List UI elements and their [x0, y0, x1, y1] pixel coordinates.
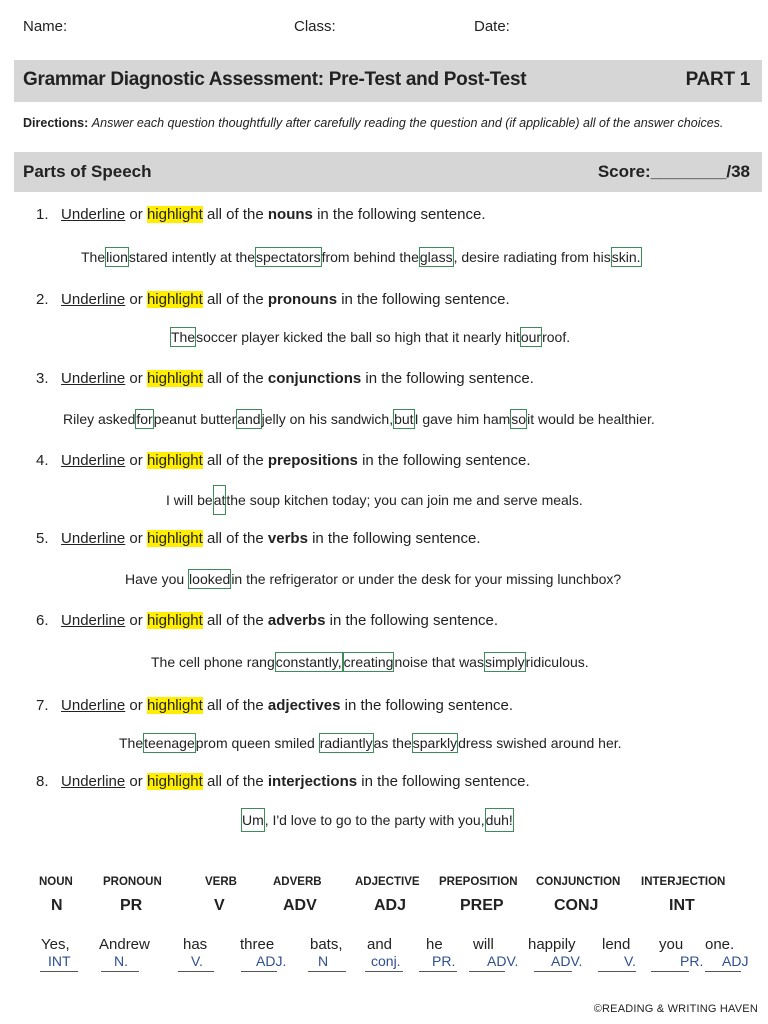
question-number: 4. — [36, 452, 49, 469]
answer-label[interactable]: N — [318, 953, 329, 969]
score-label: Score:________/38 — [597, 162, 750, 181]
or-word: or — [129, 773, 143, 790]
question-6 — [36, 612, 498, 629]
sentence-text: , I'd love to go to the party with you, — [264, 812, 485, 828]
legend-name: ADJECTIVE — [355, 876, 420, 888]
label-word: happily — [528, 936, 576, 953]
question-8 — [36, 773, 530, 790]
question-number: 7. — [36, 697, 49, 714]
answer-line — [241, 971, 277, 972]
answer-line — [365, 971, 403, 972]
label-word: will — [473, 936, 494, 953]
highlight-word: highlight — [146, 697, 203, 714]
answer-box[interactable]: our — [520, 329, 542, 345]
question-number: 3. — [36, 370, 49, 387]
legend-abbr: N — [51, 897, 63, 914]
all-of-the: all of the — [207, 530, 264, 547]
answer-label[interactable]: ADV. — [551, 953, 583, 969]
highlight-word: highlight — [146, 773, 203, 790]
sentence-text: soccer player kicked the ball so high that it nearly hit — [196, 329, 520, 345]
sentence-text: roof. — [542, 329, 571, 345]
label-word: lend — [602, 936, 631, 953]
question-target: prepositions — [267, 452, 358, 469]
question-tail: in the following sentence. — [361, 773, 530, 790]
answer-label[interactable]: INT — [48, 953, 71, 969]
legend-name: ADVERB — [273, 876, 322, 888]
question-tail: in the following sentence. — [312, 530, 481, 547]
label-word: has — [183, 936, 208, 953]
legend-abbr: ADV — [283, 897, 317, 914]
question-1 — [36, 206, 486, 223]
page-title: Grammar Diagnostic Assessment: Pre-Test and Post-Test — [23, 69, 527, 90]
answer-label[interactable]: N. — [114, 953, 128, 969]
question-number: 2. — [36, 291, 49, 308]
answer-box[interactable]: so — [511, 411, 527, 427]
highlight-word: highlight — [146, 452, 203, 469]
answer-box[interactable]: for — [136, 411, 153, 427]
answer-label[interactable]: V. — [191, 953, 203, 969]
answer-box[interactable]: simply — [484, 654, 525, 670]
all-of-the: all of the — [207, 697, 264, 714]
sentence-text: Have you — [125, 571, 185, 587]
sentence-text: , desire radiating from his — [453, 249, 611, 265]
legend-abbr: CONJ — [554, 897, 599, 914]
question-tail: in the following sentence. — [365, 370, 534, 387]
sentence-text: prom queen smiled — [195, 735, 315, 751]
question-target: nouns — [267, 206, 313, 223]
sentence-7 — [119, 735, 622, 751]
underline-word: Underline — [61, 291, 126, 308]
answer-box[interactable]: radiantly — [319, 735, 373, 751]
question-target: adjectives — [267, 697, 341, 714]
sentence-text: dress swished around her. — [458, 735, 622, 751]
answer-label[interactable]: ADJ. — [256, 953, 287, 969]
answer-box[interactable]: teenage — [144, 735, 195, 751]
credit: ©READING & WRITING HAVEN — [593, 1003, 758, 1015]
highlight-word: highlight — [146, 370, 203, 387]
sentence-text: noise that was — [394, 654, 484, 670]
sentence-text: stared intently at the — [128, 249, 255, 265]
label-word: one. — [705, 936, 735, 953]
highlight-word: highlight — [146, 612, 203, 629]
answer-box[interactable]: sparkly — [412, 735, 458, 751]
question-2 — [36, 291, 510, 308]
answer-line — [534, 971, 572, 972]
answer-box[interactable]: The — [171, 329, 196, 345]
or-word: or — [129, 206, 143, 223]
answer-label[interactable]: conj. — [371, 953, 401, 969]
label-word: and — [367, 936, 393, 953]
question-tail: in the following sentence. — [344, 697, 514, 714]
or-word: or — [129, 370, 143, 387]
sentence-5 — [125, 571, 621, 587]
question-tail: in the following sentence. — [341, 291, 510, 308]
sentence-text: peanut butter — [153, 411, 237, 427]
question-3 — [36, 370, 534, 387]
question-number: 8. — [36, 773, 49, 790]
answer-line — [705, 971, 741, 972]
sentence-3 — [63, 411, 655, 427]
question-7 — [36, 697, 513, 714]
underline-word: Underline — [61, 697, 126, 714]
label-word: he — [426, 936, 443, 953]
legend-name: VERB — [205, 876, 237, 888]
sentence-text: I will be — [166, 492, 213, 508]
sentence-text: as the — [373, 735, 412, 751]
question-tail: in the following sentence. — [317, 206, 486, 223]
sentence-text: The — [81, 249, 106, 265]
section-title: Parts of Speech — [23, 162, 152, 181]
sentence-text: Riley asked — [63, 411, 136, 427]
answer-line — [101, 971, 139, 972]
answer-box[interactable]: skin. — [611, 249, 641, 265]
highlight-word: highlight — [146, 530, 203, 547]
legend-name: INTERJECTION — [641, 876, 726, 888]
question-4 — [36, 452, 531, 469]
class-label: Class: — [294, 18, 336, 35]
all-of-the: all of the — [207, 452, 264, 469]
title-band — [14, 60, 762, 102]
underline-word: Underline — [61, 206, 126, 223]
question-5 — [36, 530, 481, 547]
sentence-2 — [170, 329, 570, 345]
answer-line — [40, 971, 78, 972]
all-of-the: all of the — [207, 773, 264, 790]
question-number: 1. — [36, 206, 49, 223]
answer-box[interactable]: and — [237, 411, 261, 427]
question-tail: in the following sentence. — [362, 452, 531, 469]
legend-abbr: INT — [669, 897, 695, 914]
highlight-word: highlight — [146, 291, 203, 308]
answer-label[interactable]: V. — [624, 953, 636, 969]
underline-word: Underline — [61, 452, 126, 469]
all-of-the: all of the — [207, 370, 264, 387]
directions-label: Directions: — [23, 116, 89, 130]
answer-label[interactable]: PR. — [432, 953, 456, 969]
sentence-text: the soup kitchen today; you can join me and serve meals. — [226, 492, 583, 508]
answer-box[interactable]: constantly, — [275, 654, 342, 670]
answer-line — [651, 971, 689, 972]
legend-abbr: PREP — [460, 897, 504, 914]
all-of-the: all of the — [207, 206, 264, 223]
directions-text: Answer each question thoughtfully after carefully reading the question and (if applicable) all of the answer choices. — [91, 116, 724, 130]
sentence-text: from behind the — [321, 249, 419, 265]
answer-line — [308, 971, 346, 972]
question-target: interjections — [267, 773, 358, 790]
question-tail: in the following sentence. — [329, 612, 499, 629]
date-label: Date: — [474, 18, 510, 35]
sentence-text: The cell phone rang — [151, 654, 275, 670]
or-word: or — [129, 612, 143, 629]
answer-box[interactable]: but — [394, 411, 414, 427]
or-word: or — [129, 291, 143, 308]
sentence-8 — [241, 812, 514, 828]
sentence-text: in the refrigerator or under the desk for your missing lunchbox? — [231, 571, 622, 587]
label-word: three — [240, 936, 275, 953]
underline-word: Underline — [61, 773, 126, 790]
underline-word: Underline — [61, 612, 126, 629]
answer-line — [419, 971, 457, 972]
question-number: 6. — [36, 612, 49, 629]
legend-abbr: V — [214, 897, 225, 914]
question-target: conjunctions — [267, 370, 362, 387]
part-label: PART 1 — [685, 69, 750, 90]
answer-box[interactable]: Um — [241, 808, 265, 832]
sentence-text: ridiculous. — [525, 654, 589, 670]
sentence-1 — [81, 249, 642, 265]
sentence-text: jelly on his sandwich, — [261, 411, 394, 427]
label-word: you — [659, 936, 684, 953]
underline-word: Underline — [61, 370, 126, 387]
answer-line — [178, 971, 214, 972]
answer-box[interactable]: creating — [343, 654, 394, 670]
answer-box[interactable]: at — [213, 485, 227, 515]
answer-box[interactable]: spectators — [256, 249, 321, 265]
highlight-word: highlight — [146, 206, 203, 223]
answer-label[interactable]: PR. — [680, 953, 704, 969]
answer-box[interactable]: glass — [419, 249, 453, 265]
or-word: or — [129, 530, 143, 547]
section-band — [14, 152, 762, 192]
legend-name: PRONOUN — [103, 876, 162, 888]
legend-name: CONJUNCTION — [536, 876, 621, 888]
answer-label[interactable]: ADJ — [722, 953, 749, 969]
or-word: or — [129, 452, 143, 469]
sentence-text: The — [119, 735, 144, 751]
answer-box[interactable]: duh! — [485, 808, 514, 832]
answer-box[interactable]: looked — [189, 571, 231, 587]
question-target: verbs — [267, 530, 308, 547]
sentence-6 — [151, 654, 589, 670]
underline-word: Underline — [61, 530, 126, 547]
question-number: 5. — [36, 530, 49, 547]
question-target: pronouns — [267, 291, 338, 308]
sentence-text: I gave him ham — [414, 411, 511, 427]
sentence-4 — [166, 492, 583, 508]
question-target: adverbs — [267, 612, 326, 629]
directions — [23, 116, 723, 130]
legend-name: NOUN — [39, 876, 73, 888]
answer-line — [469, 971, 505, 972]
all-of-the: all of the — [207, 291, 264, 308]
label-word: bats, — [310, 936, 343, 953]
name-label: Name: — [23, 18, 68, 35]
all-of-the: all of the — [207, 612, 264, 629]
answer-box[interactable]: lion — [106, 249, 128, 265]
or-word: or — [129, 697, 143, 714]
label-word: Yes, — [41, 936, 70, 953]
label-word: Andrew — [99, 936, 150, 953]
answer-line — [598, 971, 636, 972]
legend-abbr: PR — [120, 897, 143, 914]
legend-abbr: ADJ — [374, 897, 407, 914]
sentence-text: it would be healthier. — [527, 411, 655, 427]
answer-label[interactable]: ADV. — [487, 953, 519, 969]
legend-name: PREPOSITION — [439, 876, 518, 888]
